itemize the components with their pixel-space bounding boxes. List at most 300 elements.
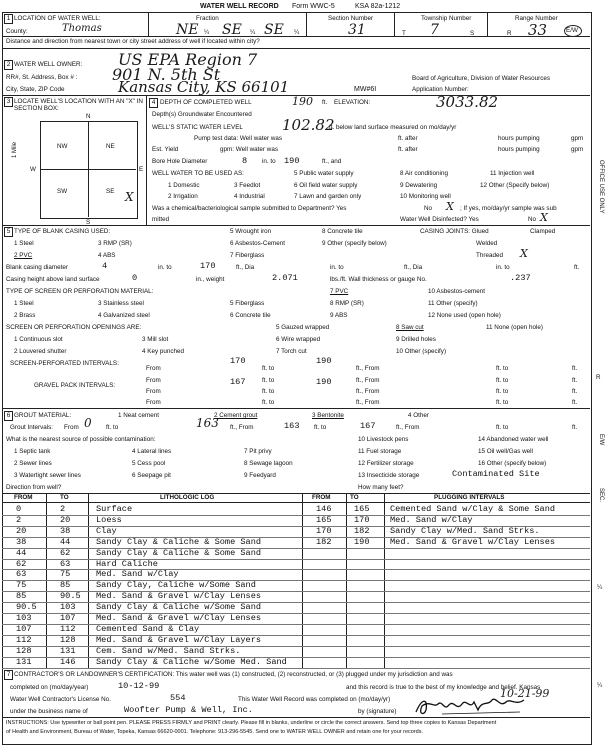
log-from-cell: 90.5 bbox=[16, 602, 37, 613]
log-from-cell: 62 bbox=[16, 558, 27, 569]
opening-option: 3 Mill slot bbox=[142, 336, 169, 343]
screen-option: 11 Other (specify) bbox=[428, 300, 478, 307]
use-option: 5 Public water supply bbox=[294, 170, 354, 177]
perf-ft-from: ft., From bbox=[356, 365, 380, 372]
owner-label: WATER WELL OWNER: bbox=[14, 61, 83, 68]
grout-option-selected: 2 Cement grout bbox=[214, 412, 258, 419]
casing-option: 1 Steel bbox=[14, 240, 34, 247]
fraction-label: Fraction bbox=[196, 15, 219, 22]
source-option: 11 Fuel storage bbox=[358, 448, 402, 455]
casing-joints-label: CASING JOINTS: Glued bbox=[420, 228, 489, 235]
divider bbox=[487, 12, 488, 36]
sample-no: No bbox=[424, 205, 433, 212]
contamination-label: What is the nearest source of possible contamination: bbox=[6, 436, 156, 443]
board-text: Board of Agriculture, Division of Water Resources bbox=[412, 75, 551, 82]
casing-diameter-label: Blank casing diameter bbox=[6, 264, 68, 271]
source-option: 13 Insecticide storage bbox=[358, 472, 420, 479]
use-option: 12 Other (Specify below) bbox=[480, 182, 550, 189]
form-title: WATER WELL RECORD bbox=[200, 3, 279, 10]
gravel-from-label: From bbox=[146, 388, 161, 395]
casing-option: 7 Fiberglass bbox=[230, 252, 265, 259]
sidebar-sec: SEC. bbox=[598, 488, 604, 503]
contractor-signature bbox=[412, 694, 532, 718]
source-option: 10 Livestock pens bbox=[358, 436, 409, 443]
casing-option: 3 RMP (SR) bbox=[98, 240, 132, 247]
source-option: 9 Feedyard bbox=[244, 472, 276, 479]
address-label: RR#, St. Address, Box # : bbox=[6, 74, 78, 81]
use-label: WELL WATER TO BE USED AS: bbox=[152, 170, 244, 177]
row-line bbox=[2, 602, 590, 603]
section-number-3: 3 bbox=[4, 97, 13, 107]
log-to-cell: 62 bbox=[60, 547, 71, 558]
gpm-label: gpm bbox=[571, 135, 584, 142]
casing-option: 5 Wrought iron bbox=[230, 228, 272, 235]
quarter-mark: ¼ bbox=[294, 29, 300, 36]
after-label: ft. after bbox=[398, 146, 418, 153]
screen-option: 9 ABS bbox=[330, 312, 348, 319]
casing-option-selected: 2 PVC bbox=[14, 252, 33, 259]
perf-from-label: From bbox=[146, 365, 161, 372]
log-desc-cell: Cemented Sand & Clay bbox=[96, 623, 200, 634]
township-suffix: S bbox=[470, 30, 475, 37]
log-to-cell: 112 bbox=[60, 623, 76, 634]
plug-desc-cell: Med. Sand & Gravel w/Clay Lenses bbox=[390, 536, 556, 547]
se-label: SE bbox=[106, 188, 115, 195]
grout-to-2: 167 bbox=[360, 421, 376, 431]
fraction-2-value: SE bbox=[222, 22, 242, 38]
casing-in-to: in. to bbox=[496, 264, 510, 271]
screen-option: 10 Asbestos-cement bbox=[428, 288, 486, 295]
grout-option: 1 Neat cement bbox=[118, 412, 159, 419]
row-line bbox=[2, 515, 590, 516]
log-from-cell: 75 bbox=[16, 580, 27, 591]
row-line bbox=[2, 613, 590, 614]
log-to-cell: 146 bbox=[60, 656, 76, 667]
gravel-ft: ft. bbox=[572, 399, 578, 406]
log-from-header: FROM bbox=[14, 494, 33, 501]
sample-question: Was a chemical/bacteriological sample submitted to Department? Yes bbox=[152, 205, 347, 212]
plug-to-cell: 165 bbox=[354, 504, 370, 514]
log-desc-cell: Loess bbox=[96, 514, 122, 525]
screen-option: 6 Concrete tile bbox=[230, 312, 271, 319]
use-option: 10 Monitoring well bbox=[400, 193, 451, 200]
location-mark: X bbox=[125, 190, 134, 204]
grid-line bbox=[40, 169, 136, 170]
log-from-cell: 0 bbox=[16, 504, 22, 514]
log-to-cell: 107 bbox=[60, 613, 76, 623]
log-to-cell: 85 bbox=[60, 580, 71, 591]
log-desc-cell: Sandy Clay & Caliche & Some Sand bbox=[96, 536, 262, 547]
divider bbox=[2, 408, 590, 409]
casing-weight: 2.071 bbox=[272, 273, 298, 283]
grout-from-2: 163 bbox=[284, 421, 300, 431]
screen-option: 3 Stainless steel bbox=[98, 300, 144, 307]
plugging-intervals-header: PLUGGING INTERVALS bbox=[434, 494, 505, 501]
casing-diameter-to: 170 bbox=[200, 261, 216, 271]
gravel-ft-from: ft., From bbox=[356, 399, 380, 406]
perf-to-label: ft. to bbox=[262, 365, 275, 372]
form-statute: KSA 82a-1212 bbox=[355, 3, 401, 10]
ne-label: NE bbox=[106, 143, 115, 150]
elevation-value: 3033.82 bbox=[436, 93, 499, 111]
screen-type-label: TYPE OF SCREEN OR PERFORATION MATERIAL: bbox=[6, 288, 154, 295]
row-line bbox=[2, 548, 590, 549]
source-option: 14 Abandoned water well bbox=[478, 436, 549, 443]
static-level-value: 102.82 bbox=[282, 116, 335, 134]
static-suffix: ft. below land surface measured on mo/day/yr bbox=[329, 124, 457, 131]
hours-label: hours pumping bbox=[498, 135, 540, 142]
source-option: 5 Cess pool bbox=[132, 460, 166, 467]
well-id: MW#6I bbox=[354, 86, 377, 93]
log-to-cell: 20 bbox=[60, 514, 71, 525]
record-label: This Water Well Record was completed on (mo/day/yr) bbox=[238, 696, 391, 703]
use-option: 9 Dewatering bbox=[400, 182, 438, 189]
row-line bbox=[2, 635, 590, 636]
log-desc-cell: Sandy Clay, Caliche w/Some Sand bbox=[96, 580, 256, 591]
log-from-cell: 107 bbox=[16, 623, 32, 634]
depth-label: DEPTH OF COMPLETED WELL bbox=[160, 99, 252, 106]
gpm-label: gpm bbox=[571, 146, 584, 153]
casing-weight-label: in., weight bbox=[196, 276, 225, 283]
casing-weight-unit: lbs./ft. Wall thickness or gauge No. bbox=[330, 276, 427, 283]
grout-from-1: 0 bbox=[84, 416, 92, 430]
screen-option: 2 Brass bbox=[14, 312, 36, 319]
opening-option: 1 Continuous slot bbox=[14, 336, 63, 343]
opening-option: 6 Wire wrapped bbox=[276, 336, 321, 343]
range-value: 33 bbox=[528, 21, 548, 39]
section-number-5: 5 bbox=[4, 227, 13, 237]
casing-option: 4 ABS bbox=[98, 252, 116, 259]
casing-wall: .237 bbox=[510, 273, 531, 283]
opening-option: 7 Torch cut bbox=[276, 348, 307, 355]
other-source: Contaminated Site bbox=[452, 469, 540, 479]
section-number-2: 2 bbox=[4, 60, 13, 70]
screen-option: 5 Fiberglass bbox=[230, 300, 265, 307]
plug-to-cell: 190 bbox=[354, 536, 370, 547]
log-to-cell: 63 bbox=[60, 558, 71, 569]
use-option: 2 Irrigation bbox=[168, 193, 198, 200]
opening-option: 4 Key punched bbox=[142, 348, 185, 355]
log-desc-cell: Clay bbox=[96, 525, 117, 536]
casing-ft-dia: ft., Dia bbox=[236, 264, 255, 271]
source-option: 16 Other (specify below) bbox=[478, 460, 547, 467]
gravel-ft: ft. bbox=[572, 388, 578, 395]
east-label: E bbox=[139, 166, 144, 173]
log-from-cell: 2 bbox=[16, 514, 22, 525]
divider bbox=[2, 48, 590, 49]
gravel-intervals-label: GRAVEL PACK INTERVALS: bbox=[34, 382, 116, 389]
use-option: 7 Lawn and garden only bbox=[294, 193, 362, 200]
log-desc-cell: Sandy Clay & Caliche w/Some Sand bbox=[96, 602, 262, 613]
completed-label: completed on (mo/day/year) bbox=[10, 684, 89, 691]
sw-label: SW bbox=[57, 188, 68, 195]
grout-option-selected: 3 Bentonite bbox=[312, 412, 344, 419]
perf-to-label: ft. to bbox=[496, 377, 509, 384]
opening-option: 10 Other (specify) bbox=[396, 348, 447, 355]
license-label: Water Well Contractor's License No. bbox=[10, 696, 111, 703]
use-option: 1 Domestic bbox=[168, 182, 200, 189]
log-to-cell: 128 bbox=[60, 634, 76, 645]
perf-ft: ft. bbox=[572, 365, 578, 372]
use-option: 3 Feedlot bbox=[234, 182, 261, 189]
signature-label: by (signature) bbox=[358, 708, 397, 715]
range-prefix: R bbox=[507, 30, 512, 37]
row-line bbox=[2, 580, 590, 581]
use-option: 11 Injection well bbox=[490, 170, 535, 177]
log-desc-cell: Med. Sand & Gravel w/Clay Lenses bbox=[96, 591, 262, 602]
log-from-cell: 103 bbox=[16, 613, 32, 623]
log-to-cell: 75 bbox=[60, 569, 71, 580]
perf-intervals-label: SCREEN-PERFORATED INTERVALS: bbox=[10, 360, 119, 367]
section-number-6: 6 bbox=[4, 411, 13, 421]
locate-label: LOCATE WELL'S LOCATION WITH AN "X" IN SECTION BOX: bbox=[14, 98, 143, 112]
fraction-3-value: SE bbox=[264, 22, 284, 38]
divider bbox=[2, 502, 590, 503]
distance-label: Distance and direction from nearest town or city street address of well if located within city? bbox=[6, 38, 260, 45]
section-number-4: 4 bbox=[149, 98, 158, 108]
grout-option: 4 Other bbox=[408, 412, 429, 419]
static-label: WELL'S STATIC WATER LEVEL bbox=[152, 124, 243, 131]
row-line bbox=[2, 646, 590, 647]
owner-name: US EPA Region 7 bbox=[118, 50, 258, 69]
fraction-1-value: NE bbox=[176, 22, 199, 38]
casing-welded: Welded bbox=[476, 240, 498, 247]
elevation-label: ELEVATION: bbox=[334, 99, 371, 106]
row-line bbox=[2, 624, 590, 625]
perf-from: 170 bbox=[230, 356, 246, 366]
use-option: 6 Oil field water supply bbox=[294, 182, 358, 189]
divider bbox=[394, 12, 395, 36]
screen-option: 12 None used (open hole) bbox=[428, 312, 501, 319]
plug-to-cell: 182 bbox=[354, 525, 370, 536]
gravel-to-label: ft. to bbox=[262, 399, 275, 406]
license-number: 554 bbox=[170, 693, 186, 703]
range-direction: E/W bbox=[566, 27, 578, 34]
gravel-to-label: ft. to bbox=[262, 388, 275, 395]
casing-in-to: in. to bbox=[330, 264, 344, 271]
instructions-2: of Health and Environment, Bureau of Water, Topeka, Kansas 66620-0001. Telephone: 913-296-5545. Send one to WATER WELL OWNER and retain one for your records. bbox=[6, 729, 424, 735]
west-label: W bbox=[30, 166, 36, 173]
plug-from-cell: 170 bbox=[316, 525, 332, 536]
city-label: City, State, ZIP Code bbox=[6, 86, 65, 93]
log-desc-cell: Sandy Clay & Caliche w/Some Med. Sand bbox=[96, 656, 287, 667]
perf-from-label: From bbox=[146, 377, 161, 384]
log-from-cell: 128 bbox=[16, 645, 32, 656]
bore-label: Bore Hole Diameter bbox=[152, 158, 208, 165]
township-prefix: T bbox=[402, 30, 406, 37]
direction-label: Direction from well? bbox=[6, 484, 62, 491]
casing-option: 8 Concrete tile bbox=[322, 228, 363, 235]
row-line bbox=[2, 559, 590, 560]
casing-ft-dia: ft., Dia bbox=[404, 264, 423, 271]
south-label: S bbox=[86, 219, 91, 226]
and-label: ft., and bbox=[322, 158, 342, 165]
section-number-value: 31 bbox=[348, 22, 366, 38]
business-name: Woofter Pump & Well, Inc. bbox=[124, 705, 253, 715]
mile-label: 1 Mile bbox=[12, 141, 18, 158]
sample-suffix: ; If yes, mo/day/yr sample was sub bbox=[460, 205, 557, 212]
source-option: 3 Watertight sewer lines bbox=[14, 472, 81, 479]
source-option: 12 Fertilizer storage bbox=[358, 460, 414, 467]
perf-to-label: ft. to bbox=[496, 365, 509, 372]
use-option: 4 Industrial bbox=[234, 193, 265, 200]
divider bbox=[148, 12, 149, 36]
threaded-mark: X bbox=[520, 247, 528, 260]
section-number-1: 1 bbox=[4, 14, 13, 24]
plug-desc-cell: Med. Sand w/Clay bbox=[390, 514, 473, 525]
sidebar-quarter: ¼ bbox=[597, 682, 603, 689]
gravel-to: 190 bbox=[316, 377, 332, 387]
grout-ft: ft. bbox=[572, 424, 578, 431]
township-label: Township Number bbox=[421, 15, 472, 22]
row-line bbox=[2, 668, 590, 669]
disinfected-no: No bbox=[528, 216, 537, 223]
log-desc-cell: Hard Caliche bbox=[96, 558, 158, 569]
row-line bbox=[2, 657, 590, 658]
log-to-cell: 90.5 bbox=[60, 591, 81, 602]
grout-ft-from: ft., From bbox=[230, 424, 254, 431]
casing-height: 0 bbox=[132, 273, 138, 283]
business-label: under the business name of bbox=[10, 708, 88, 715]
divider bbox=[2, 36, 590, 37]
sample-mark: X bbox=[446, 200, 454, 213]
depth-value: 190 bbox=[292, 95, 313, 108]
hours-label: hours pumping bbox=[498, 146, 540, 153]
in-to-label: in. to bbox=[262, 158, 276, 165]
log-desc-cell: Surface bbox=[96, 504, 133, 514]
log-desc-cell: Med. Sand & Gravel w/Clay Layers bbox=[96, 634, 262, 645]
plug-to-cell: 170 bbox=[354, 514, 370, 525]
gravel-to-label: ft. to bbox=[496, 388, 509, 395]
log-desc-cell: Sandy Clay & Caliche & Some Sand bbox=[96, 547, 262, 558]
plug-from-header: FROM bbox=[312, 494, 331, 501]
bore-to: 190 bbox=[284, 156, 300, 166]
owner-address: 901 N. 5th St bbox=[112, 65, 221, 84]
casing-threaded: Threaded bbox=[476, 252, 503, 259]
sidebar-ew: E/W bbox=[598, 434, 604, 446]
source-option: 6 Seepage pit bbox=[132, 472, 171, 479]
casing-height-label: Casing height above land surface bbox=[6, 276, 100, 283]
casing-in-to: in. to bbox=[158, 264, 172, 271]
screen-option-selected: 7 PVC bbox=[330, 288, 349, 295]
gravel-from: 167 bbox=[230, 377, 246, 387]
log-desc-cell: Cem. Sand w/Med. Sand Strks. bbox=[96, 645, 241, 656]
opening-option: 11 None (open hole) bbox=[486, 324, 543, 331]
mitted-label: mitted bbox=[152, 216, 170, 223]
groundwater-label: Depth(s) Groundwater Encountered bbox=[152, 111, 252, 118]
openings-label: SCREEN OR PERFORATION OPENINGS ARE: bbox=[6, 324, 142, 331]
grout-from-label: From bbox=[64, 424, 79, 431]
county-label: County: bbox=[6, 28, 28, 35]
sidebar-r: R bbox=[596, 374, 601, 381]
perf-to: 190 bbox=[316, 356, 332, 366]
log-desc-cell: Med. Sand & Gravel w/Clay Lenses bbox=[96, 613, 262, 623]
lithologic-log-header: LITHOLOGIC LOG bbox=[160, 494, 215, 501]
log-from-cell: 63 bbox=[16, 569, 27, 580]
certification-text: CONTRACTOR'S OR LANDOWNER'S CERTIFICATION: This water well was (1) constructed, (2) reconstructed, or (3) plugged under my jurisdiction and was bbox=[14, 671, 453, 678]
perf-to-label: ft. to bbox=[262, 377, 275, 384]
record-date: 10-21-99 bbox=[500, 687, 550, 700]
source-option: 2 Sewer lines bbox=[14, 460, 52, 467]
casing-type-label: TYPE OF BLANK CASING USED: bbox=[14, 228, 111, 235]
source-option: 1 Septic tank bbox=[14, 448, 51, 455]
log-to-cell: 2 bbox=[60, 504, 66, 514]
casing-diameter: 4 bbox=[102, 261, 108, 271]
opening-option-selected: 8 Saw cut bbox=[396, 324, 424, 331]
form-number: Form WWC-5 bbox=[292, 3, 335, 10]
pump-test-label: Pump test data: Well water was bbox=[194, 135, 283, 142]
plug-desc-cell: Cemented Sand w/Clay & Some Sand bbox=[390, 504, 556, 514]
gravel-ft-from: ft., From bbox=[356, 388, 380, 395]
divider bbox=[306, 12, 307, 36]
log-from-cell: 131 bbox=[16, 656, 32, 667]
grout-to-label: ft. to bbox=[496, 424, 509, 431]
row-line bbox=[2, 591, 590, 592]
casing-clamped: Clamped bbox=[530, 228, 556, 235]
log-to-cell: 131 bbox=[60, 645, 76, 656]
gravel-from-label: From bbox=[146, 399, 161, 406]
log-from-cell: 85 bbox=[16, 591, 27, 602]
location-label: LOCATION OF WATER WELL: bbox=[14, 15, 101, 22]
opening-option: 5 Gauzed wrapped bbox=[276, 324, 330, 331]
range-label: Range Number bbox=[515, 15, 558, 22]
row-line bbox=[2, 569, 590, 570]
source-option: 7 Pit privy bbox=[244, 448, 272, 455]
source-option: 4 Lateral lines bbox=[132, 448, 172, 455]
instructions-1: INSTRUCTIONS: Use typewriter or ball point pen. PLEASE PRESS FIRMLY and PRINT clearly. Please fill in blanks, underline or circle the correct answers. Send top three copies to Kansas Department bbox=[6, 720, 497, 726]
certification-text-2: and this record is true to the best of my knowledge and belief. Kansas bbox=[346, 684, 541, 691]
use-option: 8 Air conditioning bbox=[400, 170, 448, 177]
casing-option: 6 Asbestos-Cement bbox=[230, 240, 285, 247]
bore-diameter: 8 bbox=[242, 156, 248, 166]
opening-option: 2 Louvered shutter bbox=[14, 348, 67, 355]
plug-from-cell: 182 bbox=[316, 536, 332, 547]
divider bbox=[2, 717, 590, 718]
plug-desc-cell: Sandy Clay w/Med. Sand Strks. bbox=[390, 525, 540, 536]
after-label: ft. after bbox=[398, 135, 418, 142]
plug-to-header: TO bbox=[350, 494, 359, 501]
grout-ft-from: ft., From bbox=[396, 424, 420, 431]
disinfected-label: Water Well Disinfected? Yes bbox=[400, 216, 479, 223]
source-option: 15 Oil well/Gas well bbox=[478, 448, 533, 455]
divider bbox=[146, 95, 147, 225]
screen-option: 1 Steel bbox=[14, 300, 34, 307]
application-label: Application Number: bbox=[412, 86, 469, 93]
quarter-mark: ¼ bbox=[204, 29, 210, 36]
section-grid bbox=[40, 121, 138, 219]
casing-ft: ft. bbox=[574, 264, 580, 271]
log-from-cell: 38 bbox=[16, 536, 27, 547]
section-number-label: Section Number bbox=[328, 15, 374, 22]
est-yield-label: Est. Yield bbox=[152, 146, 179, 153]
grout-to-label: ft. to bbox=[106, 424, 119, 431]
perf-ft-from: ft., From bbox=[356, 377, 380, 384]
opening-option: 9 Drilled holes bbox=[396, 336, 436, 343]
log-from-cell: 44 bbox=[16, 547, 27, 558]
quarter-mark: ¼ bbox=[250, 29, 256, 36]
perf-ft: ft. bbox=[572, 377, 578, 384]
gpm-well-water-label: gpm: Well water was bbox=[220, 146, 278, 153]
sidebar-quarter: ¼ bbox=[597, 584, 603, 591]
section-number-7: 7 bbox=[4, 670, 13, 680]
screen-option: 4 Galvanized steel bbox=[98, 312, 150, 319]
north-label: N bbox=[86, 113, 91, 120]
log-to-cell: 38 bbox=[60, 525, 71, 536]
nw-label: NW bbox=[57, 143, 68, 150]
grout-label: GROUT MATERIAL: bbox=[14, 412, 72, 419]
completed-date: 10-12-99 bbox=[118, 681, 160, 691]
divider bbox=[2, 225, 590, 226]
